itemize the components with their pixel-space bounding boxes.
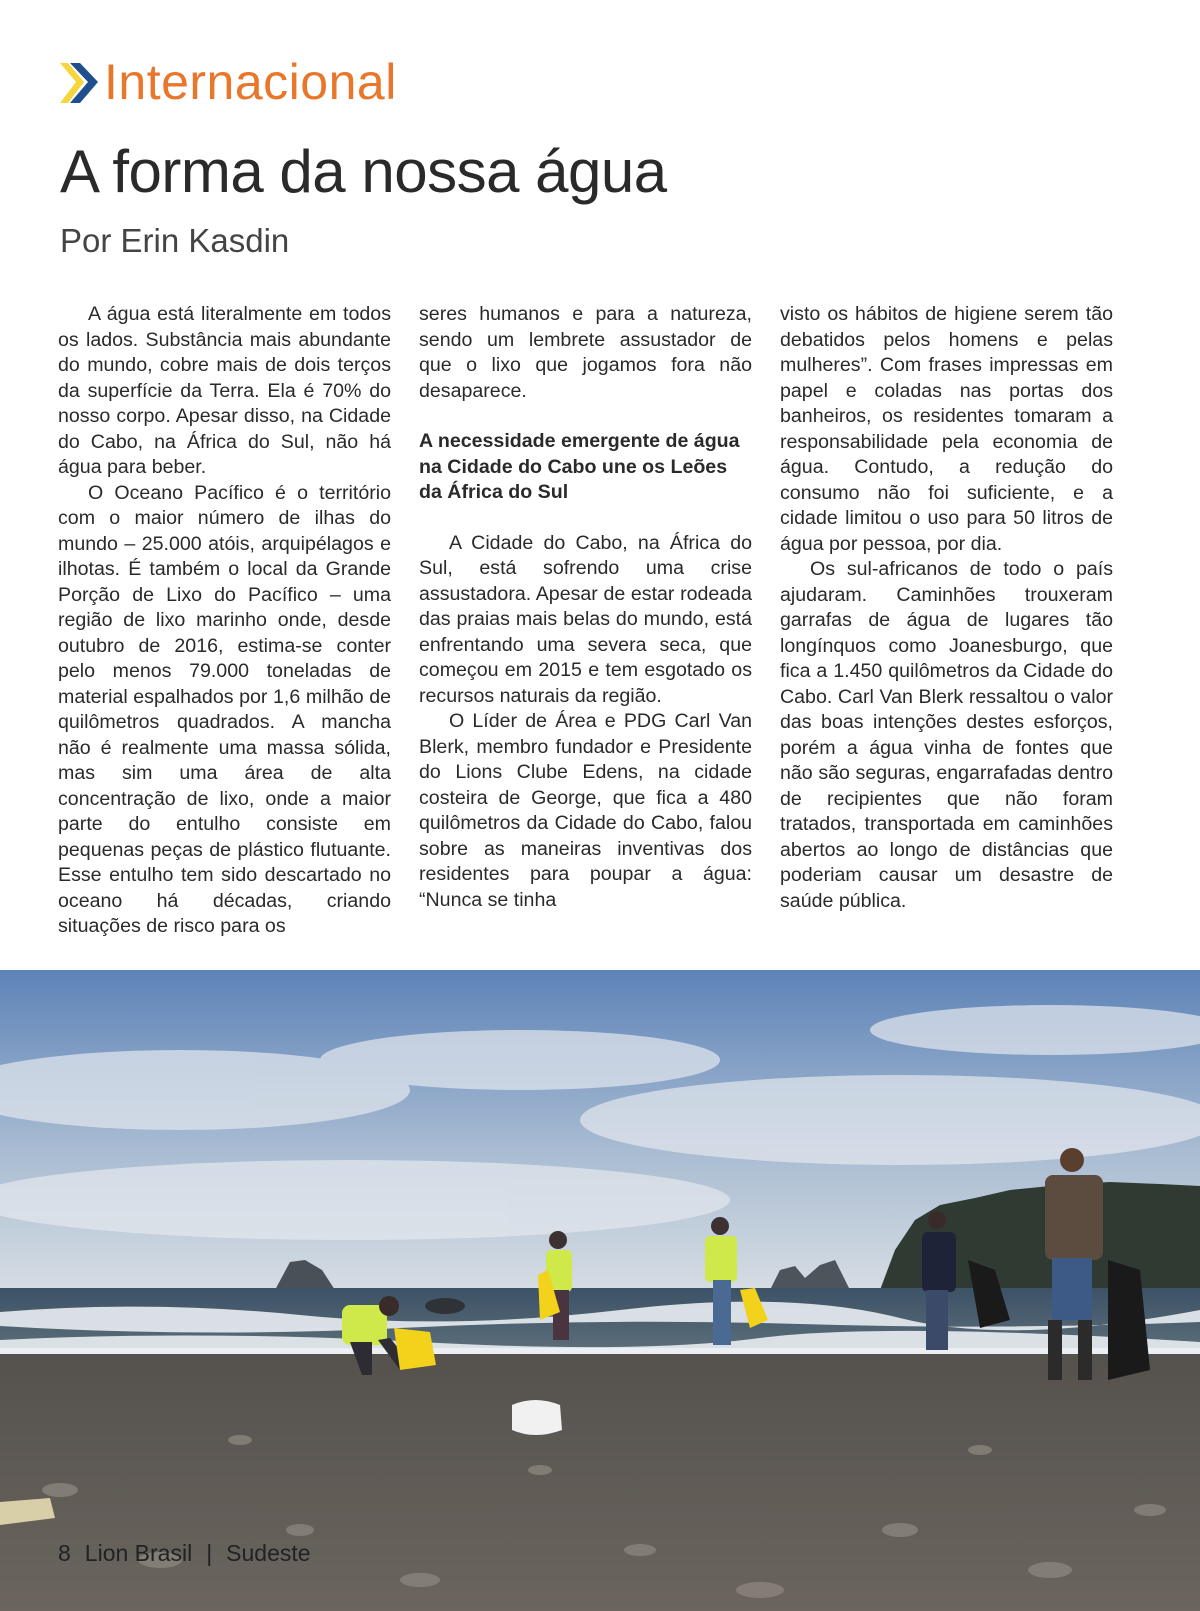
region-name: Sudeste	[226, 1540, 311, 1566]
article-headline: A forma da nossa água	[60, 138, 667, 205]
publication-name: Lion Brasil	[84, 1540, 193, 1566]
paragraph: O Líder de Área e PDG Carl Van Blerk, membro fundador e Presidente do Lions Clube Edens, na cidade costeira de George, que fica a 480 quilômetros da Cidade do Cabo, falou sobre as maneiras inventivas dos residentes para poupar a água: “Nunca se tinha	[419, 710, 752, 911]
beach-cleanup-photo	[0, 970, 1200, 1611]
paragraph: visto os hábitos de higiene serem tão debatidos pelos homens e pelas mulheres”. Com frases impressas em papel e coladas nas portas dos banheiros, os residentes tomaram a responsabilidade pela economia de água. Contudo, a redução do consumo não foi suficiente, e a cidade limitou o uso para 50 litros de água por pessoa, por dia.	[780, 303, 1113, 555]
footer-separator: |	[206, 1540, 213, 1566]
paragraph: seres humanos e para a natureza, sendo um lembrete assustador de que o lixo que jogamos fora não desaparece.	[419, 303, 752, 402]
paragraph: O Oceano Pacífico é o território com o maior número de ilhas do mundo – 25.000 atóis, arquipélagos e ilhotas. É também o local da Grande Porção de Lixo do Pacífico – uma região de lixo marinho onde, desde outubro de 2016, estima-se conter pelo menos 79.000 toneladas de material espalhados por 1,6 milhão de quilômetros quadrados. A mancha não é realmente uma massa sólida, mas sim uma área de alta concentração de lixo, onde a maior parte do entulho consiste em pequenas peças de plástico flutuante. Esse entulho tem sido descartado no oceano há décadas, criando situações de risco para os	[58, 481, 391, 937]
section-title: Internacional	[104, 54, 397, 110]
article-byline: Por Erin Kasdin	[60, 222, 290, 259]
paragraph: A água está literalmente em todos os lados. Substância mais abundante do mundo, cobre mais de dois terços da superfície da Terra. Ela é 70% do nosso corpo. Apesar disso, na Cidade do Cabo, na África do Sul, não há água para beber.	[58, 303, 391, 478]
page-footer	[58, 1540, 311, 1567]
text-column-2	[419, 302, 752, 913]
text-column-1	[58, 302, 391, 940]
section-header	[58, 52, 397, 112]
text-column-3	[780, 302, 1113, 914]
subheading: A necessidade emergente de água na Cidade do Cabo une os Leões da África do Sul	[419, 430, 740, 503]
page-number: 8	[58, 1540, 71, 1566]
paragraph: A Cidade do Cabo, na África do Sul, está sofrendo uma crise assustadora. Apesar de estar rodeada das praias mais belas do mundo, está enfrentando uma severa seca, que começou em 2015 e tem esgotado os recursos naturais da região.	[419, 531, 752, 707]
paragraph: Os sul-africanos de todo o país ajudaram. Caminhões trouxeram garrafas de água de lugares tão longínquos como Joanesburgo, que fica a 1.450 quilômetros da Cidade do Cabo. Carl Van Blerk ressaltou o valor das boas intenções destes esforços, porém a água vinha de fontes que não são seguras, engarrafadas dentro de recipientes que não foram tratados, transportada em caminhões abertos ao longo de distâncias que poderiam causar um desastre de saúde pública.	[780, 558, 1113, 912]
article-body	[58, 302, 1112, 942]
chevron-icon	[58, 59, 102, 105]
